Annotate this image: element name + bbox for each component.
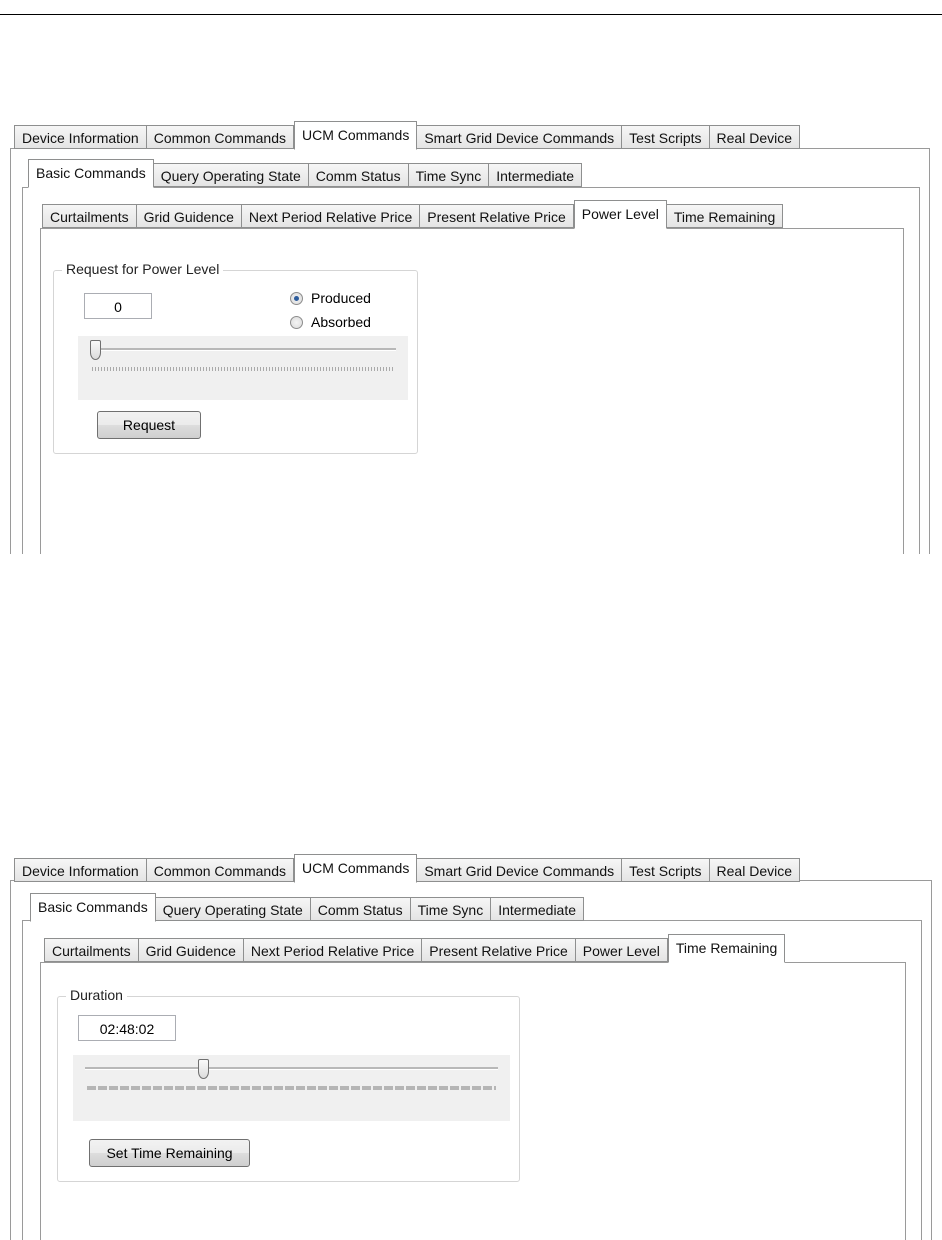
tab-time-sync[interactable]: Time Sync	[409, 163, 490, 187]
tab-next-period-relative-price[interactable]: Next Period Relative Price	[244, 938, 422, 962]
tab-basic-commands[interactable]: Basic Commands	[30, 893, 156, 922]
slider-track	[90, 348, 396, 351]
tab-grid-guidence[interactable]: Grid Guidence	[137, 204, 242, 228]
slider-thumb[interactable]	[90, 340, 101, 360]
slider-track	[85, 1067, 498, 1070]
pricing-tab-strip	[44, 934, 785, 962]
tab-present-relative-price[interactable]: Present Relative Price	[420, 204, 574, 228]
tab-basic-commands[interactable]: Basic Commands	[28, 159, 154, 188]
tab-power-level[interactable]: Power Level	[574, 200, 667, 229]
tab-smart-grid-device-commands[interactable]: Smart Grid Device Commands	[417, 125, 622, 149]
radio-produced[interactable]	[290, 290, 371, 306]
tab-common-commands[interactable]: Common Commands	[147, 858, 294, 882]
tab-grid-guidence[interactable]: Grid Guidence	[139, 938, 244, 962]
power-level-input[interactable]: 0	[84, 293, 152, 319]
page-rule	[0, 14, 942, 15]
basic-tab-strip	[30, 893, 584, 921]
slider-thumb[interactable]	[198, 1059, 209, 1079]
top-tab-strip	[14, 854, 800, 882]
basic-tab-strip	[28, 159, 582, 187]
radio-absorbed-label: Absorbed	[311, 314, 371, 330]
tab-ucm-commands[interactable]: UCM Commands	[294, 854, 417, 883]
group-title: Duration	[66, 987, 127, 1003]
radio-absorbed-indicator[interactable]	[290, 316, 303, 329]
duration-slider[interactable]	[73, 1055, 510, 1121]
slider-ticks	[92, 367, 394, 371]
tab-next-period-relative-price[interactable]: Next Period Relative Price	[242, 204, 420, 228]
tab-intermediate[interactable]: Intermediate	[489, 163, 582, 187]
group-title: Request for Power Level	[62, 261, 223, 277]
tab-device-information[interactable]: Device Information	[14, 125, 147, 149]
tab-present-relative-price[interactable]: Present Relative Price	[422, 938, 576, 962]
tab-ucm-commands[interactable]: UCM Commands	[294, 121, 417, 150]
tab-common-commands[interactable]: Common Commands	[147, 125, 294, 149]
tab-comm-status[interactable]: Comm Status	[309, 163, 409, 187]
tab-test-scripts[interactable]: Test Scripts	[622, 858, 709, 882]
radio-produced-indicator[interactable]	[290, 292, 303, 305]
tab-time-remaining[interactable]: Time Remaining	[668, 934, 785, 963]
tab-query-operating-state[interactable]: Query Operating State	[156, 897, 311, 921]
radio-produced-label: Produced	[311, 290, 371, 306]
tab-smart-grid-device-commands[interactable]: Smart Grid Device Commands	[417, 858, 622, 882]
power-level-group	[53, 261, 418, 454]
tab-real-device[interactable]: Real Device	[710, 125, 800, 149]
pricing-tab-strip	[42, 200, 783, 228]
tab-intermediate[interactable]: Intermediate	[491, 897, 584, 921]
tab-test-scripts[interactable]: Test Scripts	[622, 125, 709, 149]
power-level-slider[interactable]	[78, 336, 408, 400]
tab-device-information[interactable]: Device Information	[14, 858, 147, 882]
tab-query-operating-state[interactable]: Query Operating State	[154, 163, 309, 187]
tab-time-sync[interactable]: Time Sync	[411, 897, 492, 921]
screenshot-time-remaining	[10, 850, 940, 1240]
tab-time-remaining[interactable]: Time Remaining	[667, 204, 783, 228]
set-time-remaining-button[interactable]: Set Time Remaining	[89, 1139, 250, 1167]
tab-curtailments[interactable]: Curtailments	[44, 938, 139, 962]
duration-input[interactable]: 02:48:02	[78, 1015, 176, 1041]
duration-group	[57, 987, 520, 1182]
screenshot-power-level	[10, 118, 930, 554]
tab-comm-status[interactable]: Comm Status	[311, 897, 411, 921]
radio-absorbed[interactable]	[290, 314, 371, 330]
top-tab-strip	[14, 121, 800, 149]
request-button[interactable]: Request	[97, 411, 201, 439]
slider-ticks	[87, 1086, 496, 1090]
tab-curtailments[interactable]: Curtailments	[42, 204, 137, 228]
tab-real-device[interactable]: Real Device	[710, 858, 800, 882]
tab-power-level[interactable]: Power Level	[576, 938, 668, 962]
